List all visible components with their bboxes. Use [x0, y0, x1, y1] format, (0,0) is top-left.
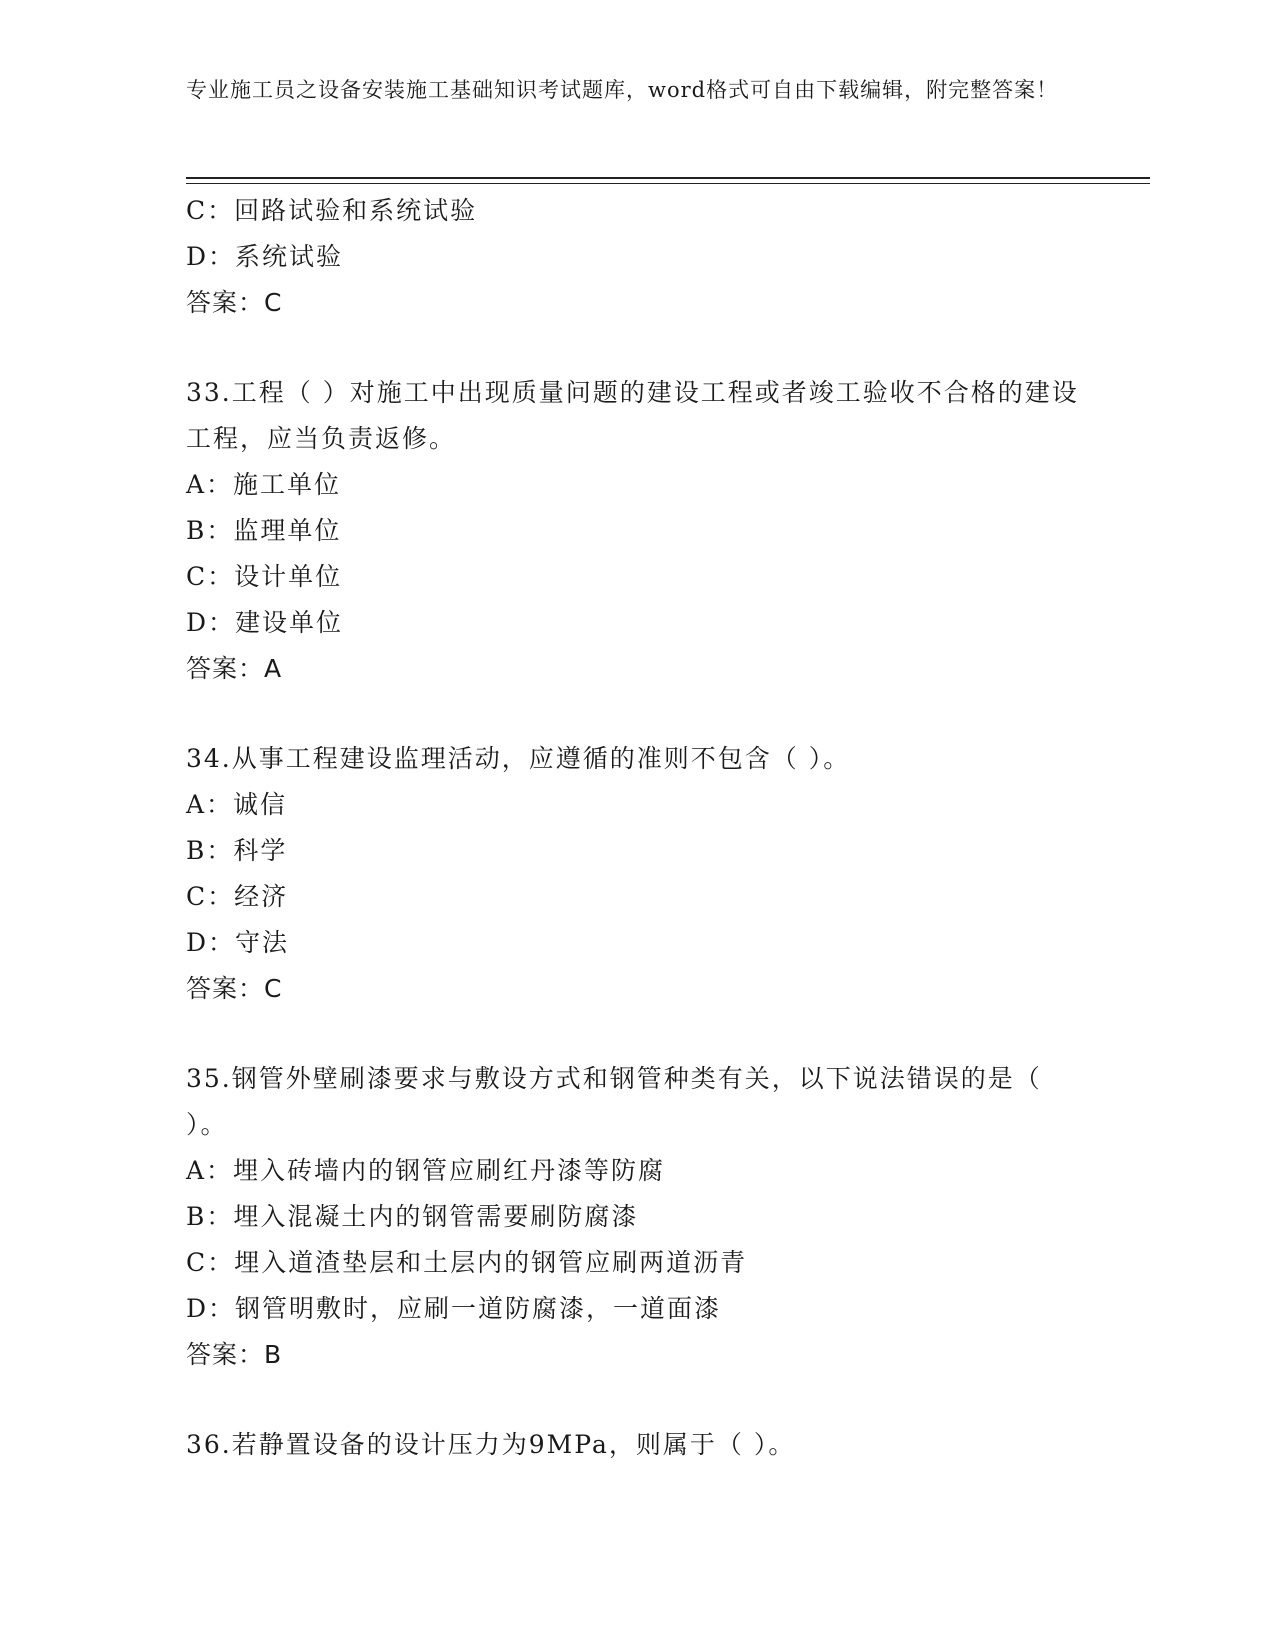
- spacer: [186, 1012, 1086, 1056]
- answer-line: 答案：C: [186, 974, 283, 1003]
- answer-line: 答案：C: [186, 288, 283, 317]
- question-text: 33.工程（ ）对施工中出现质量问题的建设工程或者竣工验收不合格的建设工程，应当负责返修。: [186, 378, 1079, 453]
- question-33: [186, 370, 1086, 692]
- option-d: D：建设单位: [186, 608, 344, 637]
- question-text: 36.若静置设备的设计压力为9MPa，则属于（ ）。: [186, 1430, 796, 1459]
- page-header: 专业施工员之设备安装施工基础知识考试题库，word格式可自由下载编辑，附完整答案！: [186, 78, 1059, 102]
- option-c: C：设计单位: [186, 562, 343, 591]
- option-d: D：守法: [186, 928, 290, 957]
- continued-question: [186, 188, 1086, 326]
- option-c: C：经济: [186, 882, 289, 911]
- question-35: [186, 1056, 1086, 1378]
- option-b: B：监理单位: [186, 516, 342, 545]
- header-rule-thick: [186, 177, 1150, 179]
- question-text: 35.钢管外壁刷漆要求与敷设方式和钢管种类有关，以下说法错误的是（ ）。: [186, 1064, 1042, 1139]
- option-a: A：诚信: [186, 790, 288, 819]
- spacer: [186, 326, 1086, 370]
- option-a: A：埋入砖墙内的钢管应刷红丹漆等防腐: [186, 1156, 666, 1185]
- exam-content: [186, 188, 1086, 1468]
- spacer: [186, 692, 1086, 736]
- answer-line: 答案：B: [186, 1340, 283, 1369]
- option-a: A：施工单位: [186, 470, 342, 499]
- option-d: D：钢管明敷时，应刷一道防腐漆，一道面漆: [186, 1294, 722, 1323]
- answer-line: 答案：A: [186, 654, 283, 683]
- header-rule-thin: [186, 183, 1150, 184]
- question-text: 34.从事工程建设监理活动，应遵循的准则不包含（ ）。: [186, 744, 851, 773]
- option-b: B：科学: [186, 836, 288, 865]
- question-36: [186, 1422, 1086, 1468]
- spacer: [186, 1378, 1086, 1422]
- option-d: D：系统试验: [186, 242, 344, 271]
- option-c: C：埋入道渣垫层和土层内的钢管应刷两道沥青: [186, 1248, 748, 1277]
- option-c: C：回路试验和系统试验: [186, 196, 478, 225]
- question-34: [186, 736, 1086, 1012]
- option-b: B：埋入混凝土内的钢管需要刷防腐漆: [186, 1202, 639, 1231]
